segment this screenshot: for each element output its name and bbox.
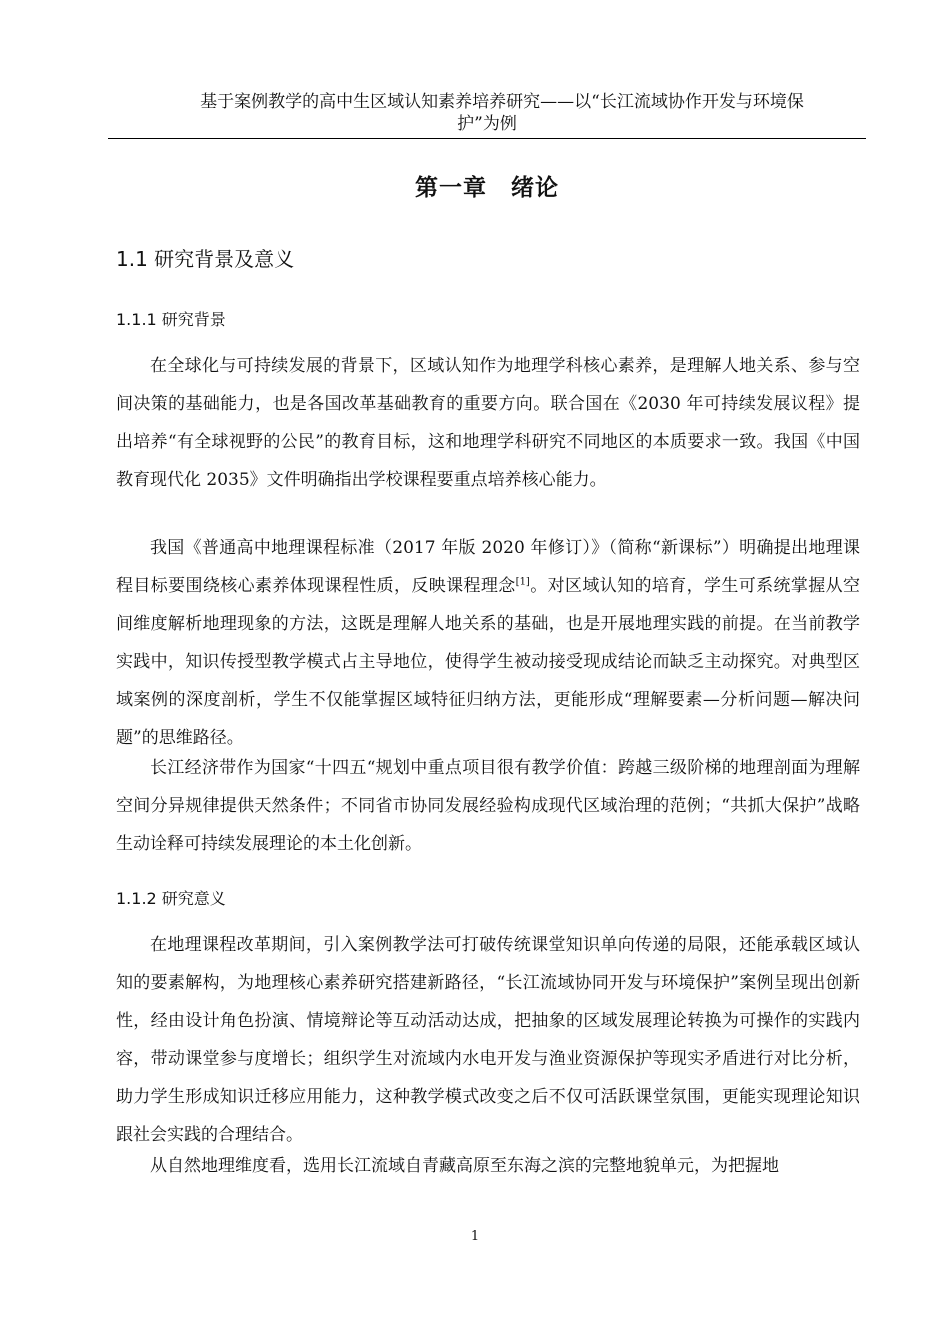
paragraph-background-2-body: 对区域认知的培育，学生可系统掌握从空间维度解析地理现象的方法，这既是理解人地关系的基础，也是开展地理实践的前提。在当前教学实践中，知识传授型教学模式占主导地位，使得学生被动接受现成结论而缺乏主动探究。对典型区域案例的深度剖析，学生不仅能掌握区域特征归纳方法，更能形成“理解要素—分析问题—解决问题”的思维路径。 xyxy=(116,576,861,748)
running-header-line-1: 基于案例教学的高中生区域认知素养培养研究——以“长江流域协作开发与环境保 xyxy=(200,92,804,112)
paragraph-significance-2: 从自然地理维度看，选用长江流域自青藏高原至东海之滨的完整地貌单元，为把握地 xyxy=(150,1156,779,1176)
chapter-title: 第一章 绪论 xyxy=(415,175,559,201)
running-header-line-2: 护”为例 xyxy=(457,114,517,134)
paragraph-background-2 xyxy=(116,529,860,757)
section-title-1-1: 1.1 研究背景及意义 xyxy=(116,247,295,271)
paragraph-background-1: 在全球化与可持续发展的背景下，区域认知作为地理学科核心素养，是理解人地关系、参与空间决策的基础能力，也是各国改革基础教育的重要方向。联合国在《2030 年可持续发展议程》提出培养“有全球视野的公民”的教育目标，这和地理学科研究不同地区的本质要求一致。我国《中国教育现代化 2035》文件明确指出学校课程要重点培养核心能力。 xyxy=(116,356,860,490)
citation-marker: [1] xyxy=(515,576,530,588)
subsection-title-1-1-2: 1.1.2 研究意义 xyxy=(116,889,226,908)
paragraph-background-3: 长江经济带作为国家“十四五“规划中重点项目很有教学价值：跨越三级阶梯的地理剖面为理解空间分异规律提供天然条件；不同省市协同发展经验构成现代区域治理的范例；“共抓大保护”战略生动诠释可持续发展理论的本土化创新。 xyxy=(116,758,860,854)
paragraph-background-2-tail: 。 xyxy=(529,576,548,596)
page-number: 1 xyxy=(470,1229,480,1244)
paragraph-significance-1: 在地理课程改革期间，引入案例教学法可打破传统课堂知识单向传递的局限，还能承载区域认知的要素解构，为地理核心素养研究搭建新路径，“长江流域协同开发与环境保护”案例呈现出创新性，经由设计角色扮演、情境辩论等互动活动达成，把抽象的区域发展理论转换为可操作的实践内容，带动课堂参与度增长；组织学生对流域内水电开发与渔业资源保护等现实矛盾进行对比分析，助力学生形成知识迁移应用能力，这种教学模式改变之后不仅可活跃课堂氛围，更能实现理论知识跟社会实践的合理结合。 xyxy=(116,935,860,1145)
subsection-title-1-1-1: 1.1.1 研究背景 xyxy=(116,310,226,329)
paragraph-background-2-lead: 我国《普通高中地理课程标准（2017 年版 2020 年修订）》（简称“新课标”）明确提出地理课程目标要围绕核心素养体现课程性质，反映课程理念 xyxy=(116,538,860,596)
running-header xyxy=(108,92,866,139)
